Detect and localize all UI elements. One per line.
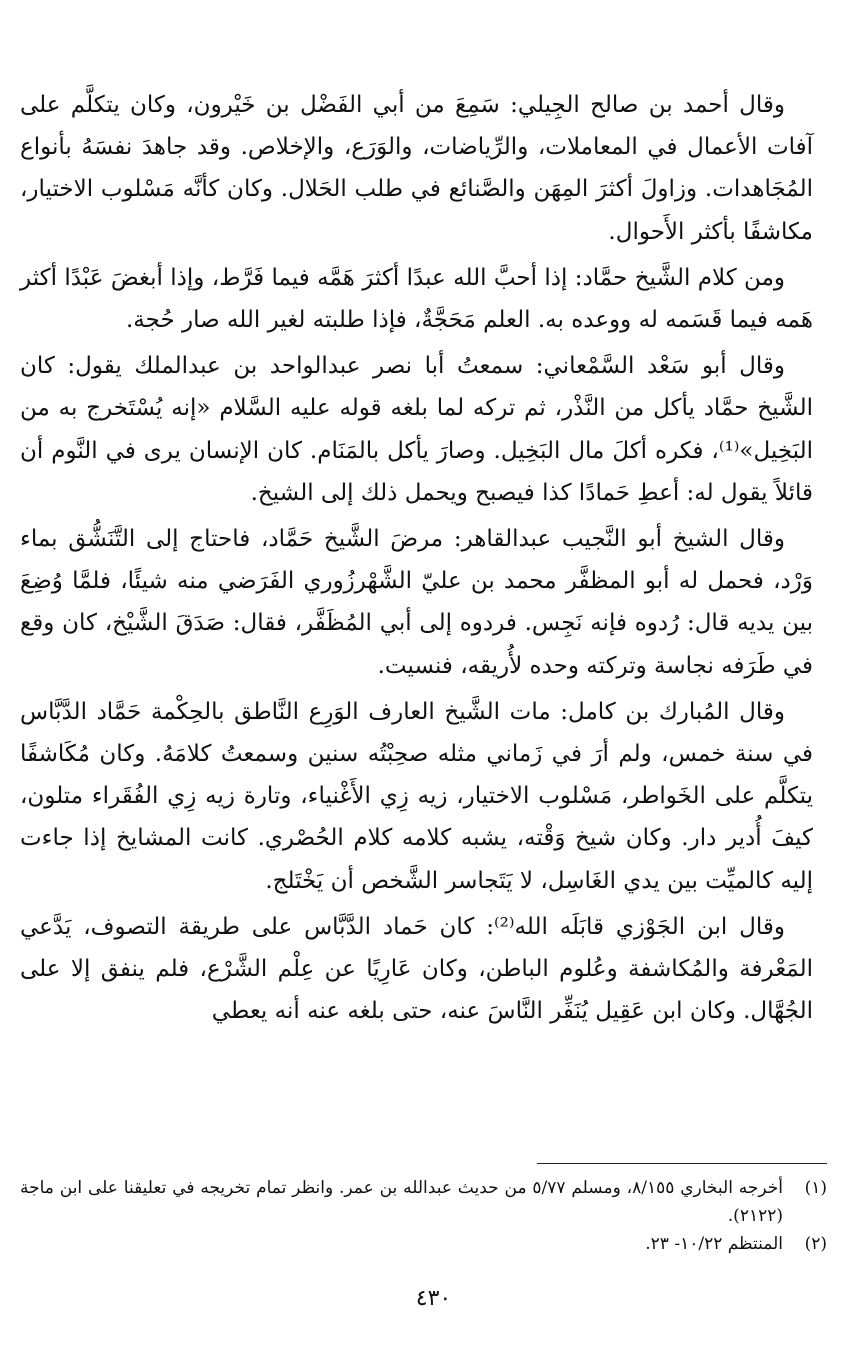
footnote-1 (20, 1174, 827, 1230)
footnote-text: المنتظم ١٠/٢٢- ٢٣. (645, 1234, 783, 1254)
footnote-divider (537, 1163, 827, 1164)
footnote-number: (١) (804, 1178, 827, 1198)
footnote-text: أخرجه البخاري ٨/١٥٥، ومسلم ٥/٧٧ من حديث عبدالله بن عمر. وانظر تمام تخريجه في تعليقنا على ابن ماجة (٢١٢٢). (20, 1178, 783, 1226)
paragraph-ibn-al-jawzi: وقال ابن الجَوْزي قابَلَه الله⁽²⁾: كان حَماد الدَّبَّاس على طريقة التصوف، يَدَّعي المَعْرفة والمُكاشفة وعُلوم الباطن، وكان عَارِيًا عن عِلْم الشَّرْع، فلم ينفق إلا على الجُهَّال. وكان ابن عَقِيل يُنَفِّر النَّاسَ عنه، حتى بلغه عنه أنه يعطي (20, 913, 813, 1025)
footnotes (20, 1163, 827, 1258)
paragraph-al-mubarak: وقال المُبارك بن كامل: مات الشَّيخ العارف الوَرِع النَّاطق بالحِكْمة حَمَّاد الدَّبَّاس في سنة خمس، ولم أرَ في زَماني مثله صحِبْتُه سنين وسمعتُ كلامَهُ. وكان مُكَاشفًا يتكلَّم على الخَواطر، مَسْلوب الاختيار، زيه زِي الأَغْنياء، وتارة زيه زِي الفُقَراء متلون، كيفَ أُدير دار. وكان شيخ وَقْته، يشبه كلامه كلام الحُصْري. كانت المشايخ إذا جاءت إليه كالميِّت بين يدي الغَاسِل، لا يَتَجاسر الشَّخص أن يَخْتَلج. (20, 698, 813, 894)
paragraph-hammad-saying: ومن كلام الشَّيخ حمَّاد: إذا أحبَّ الله عبدًا أكثرَ هَمَّه فيما فَرَّط، وإذا أبغضَ عَبْدًا أكثر هَمه فيما قَسَمه له ووعده به. العلم مَحَجَّةٌ، فإذا طلبته لغير الله صار حُجة. (20, 264, 813, 334)
paragraph-abu-al-najib: وقال الشيخ أبو النَّجيب عبدالقاهر: مرضَ الشَّيخ حَمَّاد، فاحتاج إلى التَّنَشُّق بماء وَرْد، فحمل له أبو المظفَّر محمد بن عليّ الشَّهْرزُوري الفَرَضي منه شيئًا، فلمَّا وُضِعَ بين يديه قال: رُدوه فإنه نَجِس. فردوه إلى أبي المُظَفَّر، فقال: صَدَقَ الشَّيْخ، كان وقع في طَرَفه نجاسة وتركته وحده لأُريقه، فنسيت. (20, 526, 813, 679)
main-text (20, 84, 813, 1032)
footnote-2 (20, 1230, 827, 1258)
paragraph-al-samani: وقال أبو سَعْد السَّمْعاني: سمعتُ أبا نصر عبدالواحد بن عبدالملك يقول: كان الشَّيخ حمَّاد يأكل من النَّذْر، ثم تركه لما بلغه قوله عليه السَّلام «إنه يُسْتَخرج به من البَخِيل»⁽¹⁾، فكره أكلَ مال البَخِيل. وصارَ يأكل بالمَنَام. كان الإنسان يرى في النَّوم أن قائلاً يقول له: أعطِ حَمادًا كذا فيصبح ويحمل ذلك إلى الشيخ. (20, 353, 813, 506)
page-number: ٤٣٠ (415, 1286, 452, 1311)
paragraph-ahmad-al-jili: وقال أحمد بن صالح الجِيلي: سَمِعَ من أبي الفَضْل بن خَيْرون، وكان يتكلَّم على آفات الأعمال في المعاملات، والرِّياضات، والوَرَع، والإخلاص. وقد جاهدَ نفسَهُ بأنواع المُجَاهدات. وزاولَ أكثرَ المِهَن والصَّنائع في طلب الحَلال. وكان كأنَّه مَسْلوب الاختيار، مكاشفًا بأكثر الأَحوال. (20, 92, 813, 245)
footnote-number: (٢) (804, 1234, 827, 1254)
